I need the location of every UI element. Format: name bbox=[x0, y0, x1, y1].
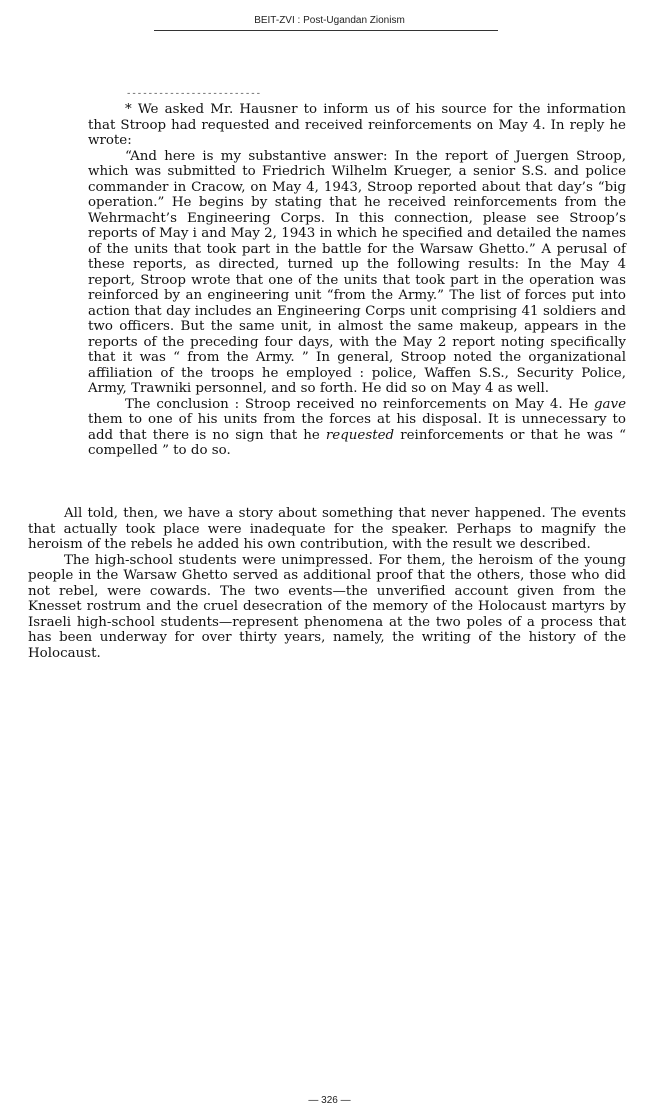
footnote-p3-emphasis-requested: requested bbox=[325, 427, 395, 443]
page-number: — 326 — bbox=[308, 1095, 351, 1106]
running-header: BEIT-ZVI : Post-Ugandan Zionism bbox=[254, 15, 405, 26]
footnote-p3-emphasis-gave: gave bbox=[593, 396, 626, 412]
footnote-paragraph-2: “And here is my substantive answer: In the report of Juergen Stroop, which was submitted to Friedrich Wilhelm Krueger, a senior S.S. and police commander in Cracow, on May 4, 1943, Stroop reported about that day’s “big operation.” He begins by stating that he received reinforcements from the Wehrmacht’s Engineering Corps. In this connection, please see Stroop’s reports of May i and May 2, 1943 in which he specified and detailed the names of the units that took part in the battle for the Warsaw Ghetto.” A perusal of these reports, as directed, turned up the following results: In the May 4 report, Stroop wrote that one of the units that took part in the operation was reinforced by an engineering unit “from the Army.” The list of forces put into action that day includes an Engineering Corps unit comprising 41 soldiers and two officers. But the same unit, in almost the same makeup, appears in the reports of the preceding four days, with the May 2 report noting specifically that it was “ from the Army. ” In general, Stroop noted the organizational affiliation of the troops he employed : police, Waffen S.S., Security Police, Army, Trawniki personnel, and so forth. He did so on May 4 as well. bbox=[88, 148, 626, 396]
header-rule bbox=[154, 30, 498, 31]
footnote-p3-text-b: them to one of his units from the forces at his disposal. It is unnecessary to add that there is no sign that he bbox=[88, 412, 626, 443]
footnote-p3-text-c: reinforcements or that he was “ compelled ” to do so. bbox=[88, 427, 626, 458]
footnote-p3-text-a: The conclusion : Stroop received no reinforcements on May 4. He bbox=[125, 396, 594, 412]
footnote-separator: ------------------------- bbox=[126, 89, 262, 99]
body-paragraph-1: All told, then, we have a story about something that never happened. The events that actually took place were inadequate for the speaker. Perhaps to magnify the heroism of the rebels he added his own contribution, with the result we described. bbox=[28, 506, 626, 552]
main-body-text bbox=[28, 506, 626, 661]
body-paragraph-2: The high-school students were unimpressed. For them, the heroism of the young people in the Warsaw Ghetto served as additional proof that the others, those who did not rebel, were cowards. The two events—the unverified account given from the Knesset rostrum and the cruel desecration of the memory of the Holocaust martyrs by Israeli high-school students—represent phenomena at the two poles of a process that has been underway for over thirty years, namely, the writing of the history of the Holocaust. bbox=[28, 552, 626, 661]
footnote bbox=[88, 102, 626, 459]
footnote-paragraph-3 bbox=[88, 397, 626, 459]
footnote-paragraph-1: * We asked Mr. Hausner to inform us of his source for the information that Stroop had requested and received reinforcements on May 4. In reply he wrote: bbox=[88, 102, 626, 148]
